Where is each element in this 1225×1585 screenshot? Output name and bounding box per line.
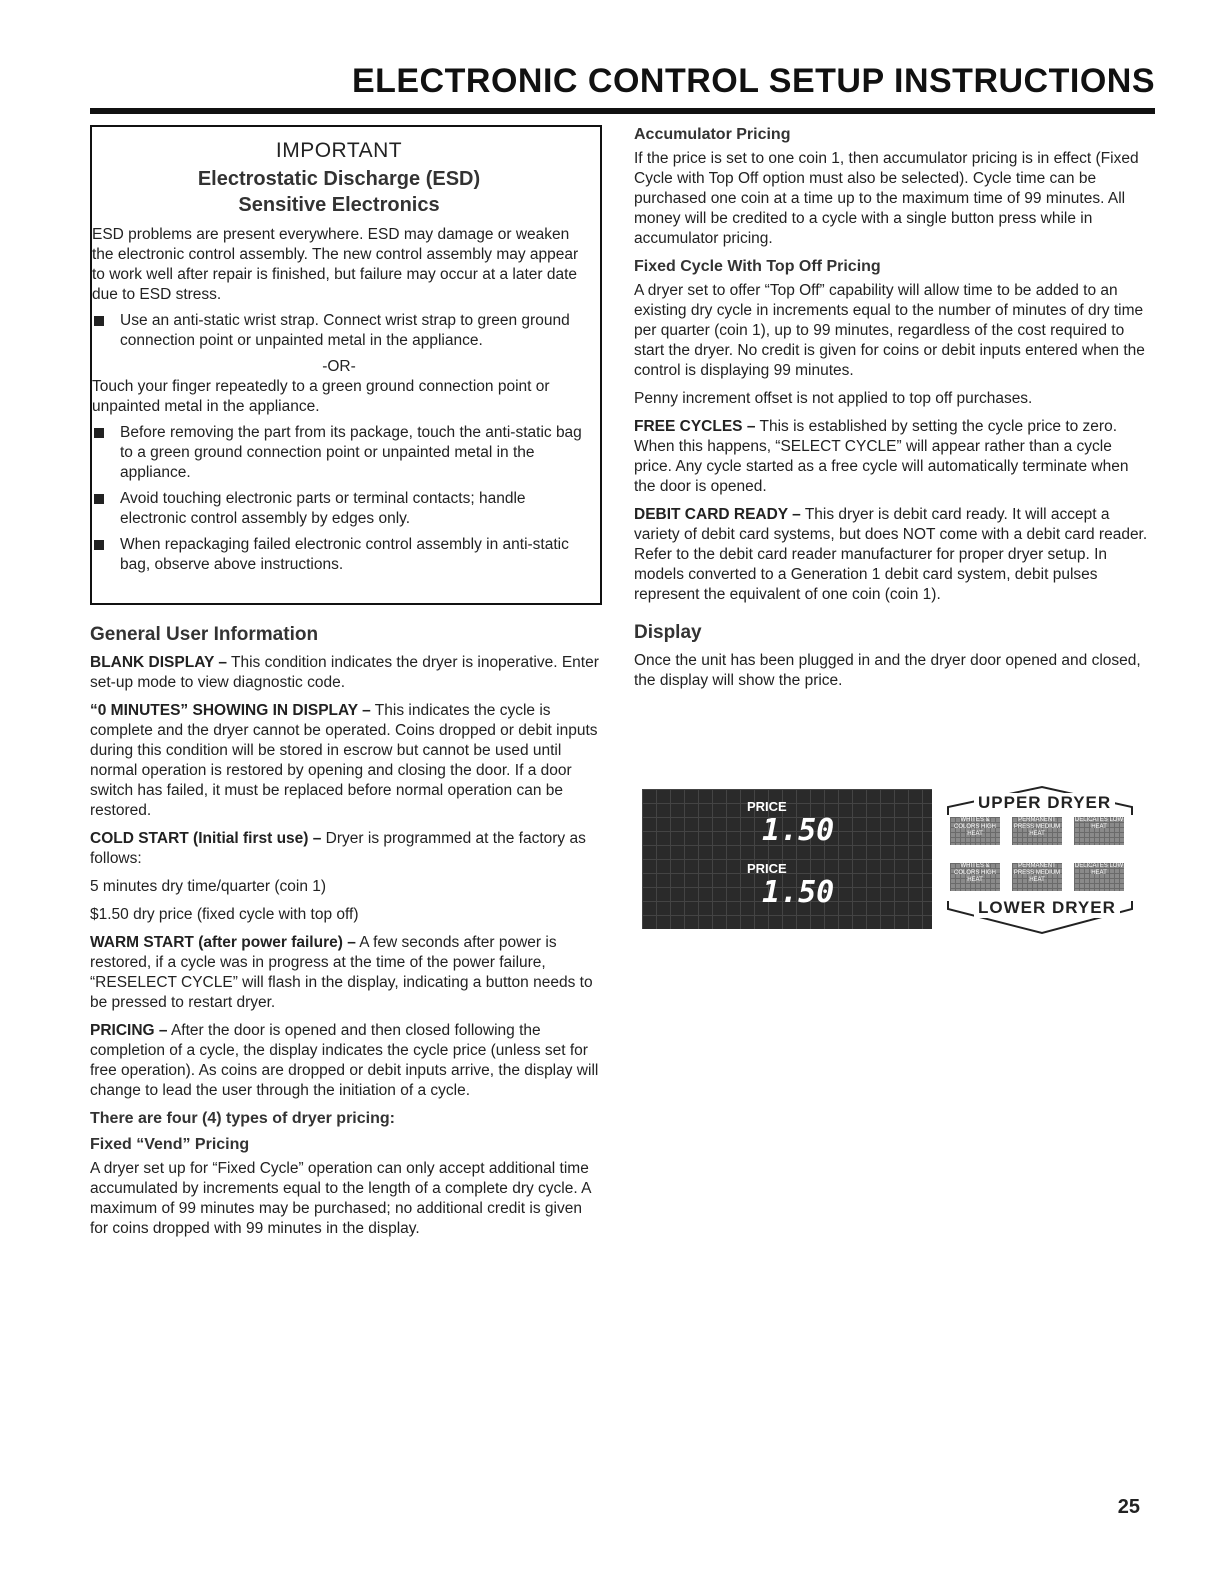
pricing-para [90, 1021, 602, 1101]
upper-delicates-button[interactable]: DELICATES LOW HEAT [1074, 817, 1124, 845]
important-subtitle-2: Sensitive Electronics [238, 194, 440, 216]
accumulator-text: If the price is set to one coin 1, then accumulator pricing is in effect (Fixed Cycle with Top Off option must also be selected). Cycle time can be purchased one coin at a time up to the maximum time of 99 minutes. All money will be credited to a cycle with a single button press while in accumulator pricing. [634, 150, 1139, 247]
price-display [642, 789, 932, 929]
warm-start-text: A few seconds after power is restored, if a cycle was in progress at the time of the power failure, “RESELECT CYCLE” will flash in the display, indicating a button needs to be pressed to restart dryer. [90, 934, 593, 1011]
debit-card-text: This dryer is debit card ready. It will accept a variety of debit card systems, but does NOT come with a debit card reader. Refer to the debit card reader manufacturer for proper dryer setup. In models converted to a Generation 1 debit card system, debit pulses represent the equivalent of one coin (coin 1). [634, 506, 1148, 603]
lower-permanent-press-button[interactable]: PERMANENT PRESS MEDIUM HEAT [1012, 863, 1062, 891]
important-bullet-4: When repackaging failed electronic control assembly in anti-static bag, observe above instructions. [92, 535, 586, 575]
important-subtitle-1: Electrostatic Discharge (ESD) [197, 168, 481, 190]
debit-card-lead: DEBIT CARD READY – [634, 506, 801, 523]
free-cycles-para [634, 417, 1154, 497]
important-intro: ESD problems are present everywhere. ESD may damage or weaken the electronic control assembly. The new control assembly may appear to work well after repair is finished, but failure may occur at a later date due to ESD stress. [92, 226, 579, 303]
general-heading: General User Information [90, 624, 319, 645]
zero-minutes-text: This indicates the cycle is complete and the dryer cannot be operated. Coins dropped or debit inputs during this condition will be stored in escrow but cannot be used until normal operation is restored by opening and closing the door. If a door switch has failed, it must be replaced before normal operation can be restored. [90, 702, 598, 819]
pricing-lead: PRICING – [90, 1022, 168, 1039]
page-number: 25 [1117, 1496, 1140, 1518]
important-bullet-3: Avoid touching electronic parts or terminal contacts; handle electronic control assembly by edges only. [92, 489, 586, 529]
cold-start-line-1: 5 minutes dry time/quarter (coin 1) [90, 878, 327, 895]
page-title: ELECTRONIC CONTROL SETUP INSTRUCTIONS [351, 62, 1155, 100]
free-cycles-lead: FREE CYCLES – [634, 418, 756, 435]
lower-dryer-label: LOWER DRYER [974, 898, 1120, 918]
top-off-text: A dryer set to offer “Top Off” capability will allow time to be added to an existing dry cycle in increments equal to the number of minutes of dry time per quarter (coin 1), up to 99 minutes, regardless of the cost required to start the dryer. No credit is given for coins or debit inputs entered when the control is displaying 99 minutes. [634, 282, 1145, 379]
display-text: Once the unit has been plugged in and the dryer door opened and closed, the display will show the price. [634, 652, 1141, 689]
page-header [90, 62, 1155, 101]
important-box [90, 125, 602, 605]
upper-price-value: 1.50 [762, 813, 835, 848]
right-column [634, 125, 1154, 699]
important-bullet-2: Before removing the part from its package, touch the anti-static bag to a green ground connection point or unpainted metal in the appliance. [92, 423, 586, 483]
upper-price-label: PRICE [747, 799, 787, 814]
important-touch: Touch your finger repeatedly to a green ground connection point or unpainted metal in the appliance. [92, 378, 550, 415]
free-cycles-text: This is established by setting the cycle price to zero. When this happens, “SELECT CYCLE” will appear rather than a cycle price. Any cycle started as a free cycle will automatically terminate when the door is opened. [634, 418, 1129, 495]
cold-start-lead: COLD START (Initial first use) – [90, 830, 322, 847]
important-bullet-1: Use an anti-static wrist strap. Connect wrist strap to green ground connection point or unpainted metal in the appliance. [92, 311, 586, 351]
zero-minutes-para [90, 701, 602, 821]
lower-price-label: PRICE [747, 861, 787, 876]
display-heading: Display [634, 622, 702, 643]
warm-start-para [90, 933, 602, 1013]
upper-whites-button[interactable]: WHITES & COLORS HIGH HEAT [950, 817, 1000, 845]
control-panel-illustration [642, 785, 1142, 935]
important-or: -OR- [322, 358, 356, 375]
lower-price-value: 1.50 [762, 875, 835, 910]
cold-start-line-2: $1.50 dry price (fixed cycle with top off) [90, 906, 359, 923]
vend-pricing-text: A dryer set up for “Fixed Cycle” operation can only accept additional time accumulated by increments equal to the length of a complete dry cycle. A maximum of 99 minutes may be purchased; no additional credit is given for coins dropped with 99 minutes in the display. [90, 1160, 591, 1237]
upper-permanent-press-button[interactable]: PERMANENT PRESS MEDIUM HEAT [1012, 817, 1062, 845]
lower-whites-button[interactable]: WHITES & COLORS HIGH HEAT [950, 863, 1000, 891]
upper-dryer-label: UPPER DRYER [974, 793, 1115, 813]
top-off-heading: Fixed Cycle With Top Off Pricing [634, 258, 881, 275]
accumulator-heading: Accumulator Pricing [634, 126, 791, 143]
left-column [90, 125, 602, 1247]
warm-start-lead: WARM START (after power failure) – [90, 934, 356, 951]
lower-delicates-button[interactable]: DELICATES LOW HEAT [1074, 863, 1124, 891]
penny-text: Penny increment offset is not applied to top off purchases. [634, 390, 1033, 407]
header-rule [90, 108, 1155, 114]
debit-card-para [634, 505, 1154, 605]
zero-minutes-lead: “0 MINUTES” SHOWING IN DISPLAY – [90, 702, 371, 719]
blank-display-lead: BLANK DISPLAY – [90, 654, 227, 671]
pricing-types-heading: There are four (4) types of dryer pricing: [90, 1110, 395, 1127]
cold-start-para [90, 829, 602, 869]
important-title: IMPORTANT [275, 139, 403, 162]
vend-pricing-heading: Fixed “Vend” Pricing [90, 1136, 250, 1153]
cold-start-text: Dryer is programmed at the factory as follows: [90, 830, 586, 867]
blank-display-para [90, 653, 602, 693]
pricing-text: After the door is opened and then closed following the completion of a cycle, the display indicates the cycle price (unless set for free operation). As coins are dropped or debit inputs arrive, the display will change to lead the user through the initiation of a cycle. [90, 1022, 599, 1099]
blank-display-text: This condition indicates the dryer is inoperative. Enter set-up mode to view diagnostic code. [90, 654, 599, 691]
